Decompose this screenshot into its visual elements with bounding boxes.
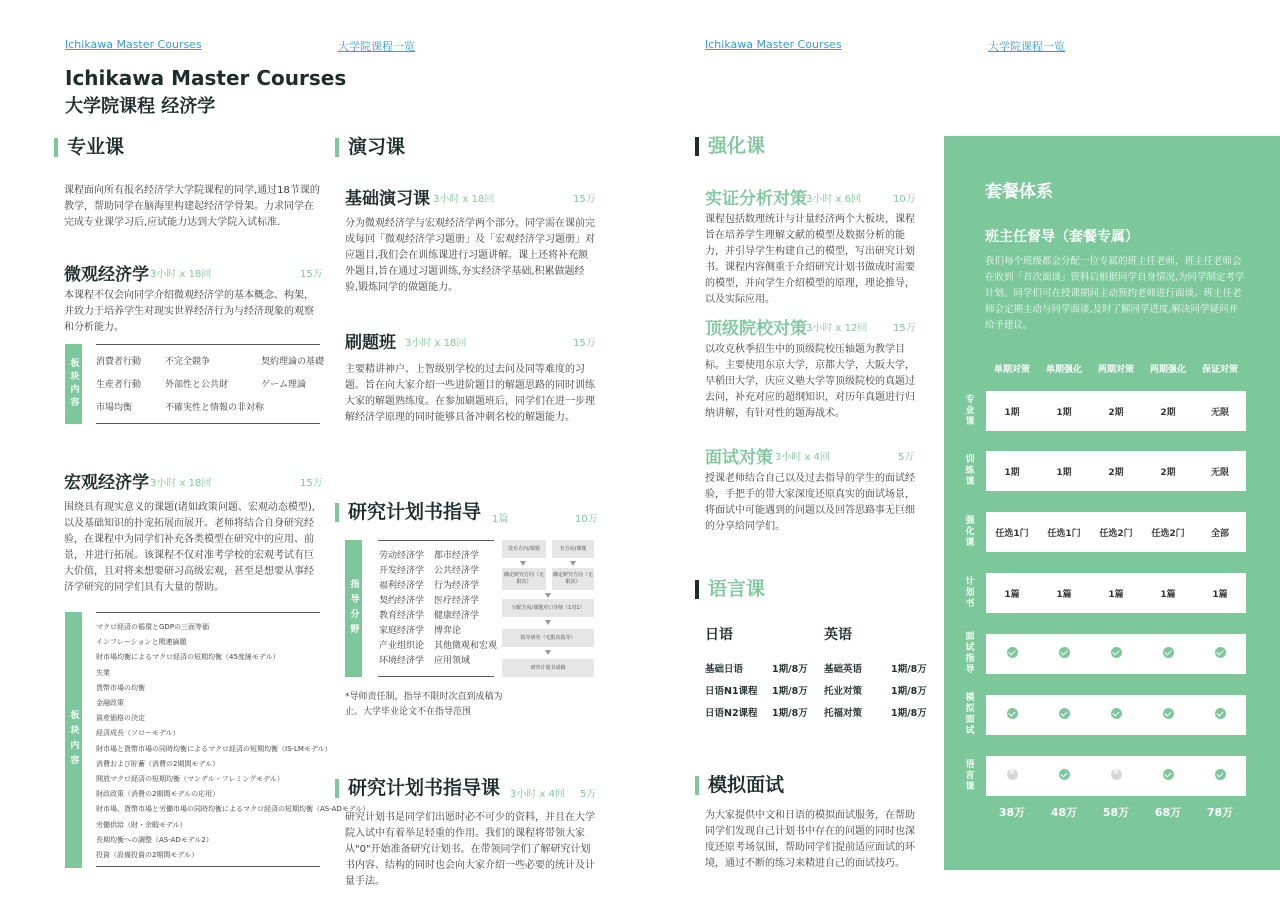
check-icon [1163, 769, 1174, 780]
package-cell: 1篇 [1056, 589, 1072, 600]
flow-guidance: 指导研究（无限次指导） [502, 629, 594, 647]
plan-fields-a [379, 549, 424, 669]
macro-item: 資産価格の決定 [96, 714, 145, 723]
package-column-header: 两期强化 [1149, 365, 1186, 375]
plan-meta: 1篇 [492, 514, 509, 525]
package-cell: 1篇 [1108, 589, 1124, 600]
drill-meta: 3小时 x 18回 [405, 338, 467, 349]
section-intensive: 强化课 [695, 137, 765, 156]
package-cell [986, 647, 1038, 661]
plan-course-price: 5万 [580, 789, 597, 800]
plan-course-title: 研究计划书指导课 [335, 779, 500, 798]
package-cell [986, 708, 1038, 722]
flow-confirm-direction-a: 确定研究方向（无限次） [502, 568, 546, 590]
plan-field: 福利经济学 [379, 581, 425, 591]
flow-has-direction: 有方向/课题 [552, 540, 594, 558]
package-cell [1090, 769, 1142, 783]
interview-desc: 授课老师结合自己以及过去指导的学生的面试经验，手把手的带大家深度还原真实的面试场景，将面试中可能遇到的问题以及回答思路事无巨细的分享给同学们。 [705, 473, 915, 532]
micro-item: 市場均衡 [96, 403, 133, 413]
micro-item: 不完全競争 [165, 357, 211, 367]
package-row-header: 模拟面试 [965, 693, 975, 736]
header-link-courses-right[interactable]: Ichikawa Master Courses [705, 38, 842, 51]
page-title-en: Ichikawa Master Courses [65, 66, 347, 90]
macro-item: 金融政策 [96, 699, 124, 708]
plan-field: 开发经济学 [379, 566, 425, 576]
drill-title: 刷题班 [345, 333, 396, 353]
plan-field: 环境经济学 [379, 656, 425, 666]
package-row-header: 面试指导 [965, 632, 975, 675]
language-course-name: 日语N2课程 [705, 708, 758, 719]
header-link-overview-right[interactable]: 大学院课程一览 [988, 40, 1065, 53]
package-cell [986, 769, 1038, 783]
package-cell [1038, 708, 1090, 722]
package-cell: 任选2门 [1151, 528, 1185, 539]
package-column-header: 保证对策 [1201, 365, 1238, 375]
section-major: 专业课 [54, 138, 124, 157]
macro-item: 開放マクロ経済の短期均衡（マンデル・フレミングモデル） [96, 775, 284, 784]
check-icon [1111, 647, 1122, 658]
macro-price: 15万 [300, 478, 323, 489]
plan-title: 研究计划书指导 [335, 503, 481, 522]
language-course-row [705, 679, 808, 701]
package-cell [1194, 769, 1246, 783]
package-cell: 任选1门 [995, 528, 1029, 539]
language-course-price: 1期/8万 [891, 664, 927, 675]
package-cell: 1期 [1004, 407, 1020, 418]
plan-note: *导师责任制，指导不限时次直到成稿为止。大学毕业论文不在指导范围 [345, 692, 503, 717]
macro-item: 消費および貯蓄（消費の2期間モデル） [96, 759, 220, 768]
package-price: 48万 [1050, 806, 1078, 819]
macro-item: 失業 [96, 668, 110, 677]
check-icon [1007, 708, 1018, 719]
section-language: 语言课 [695, 580, 765, 599]
plan-field: 产业组织论 [379, 641, 425, 651]
drill-desc: 主要精讲神户、上智级别学校的过去问及同等难度的习题。旨在向大家介绍一些进阶题目的解题思路的同时训练大家的解题熟练度。在参加刷题班后，同学们在进一步理解经济学原理的同时能够具备冲刺名校的解题能力。 [345, 364, 595, 423]
package-row-header: 训练课 [965, 454, 975, 487]
micro-item: 不確実性と情報の非対称 [165, 403, 265, 413]
basic-practice-title: 基础演习课 [345, 189, 430, 209]
basic-practice-desc: 分为微观经济学与宏观经济学两个部分。同学需在课前完成每回「微观经济学习题册」及「宏观经济学习题册」对应题目,我们会在训练课进行习题讲解。课上还将补充额外题目,旨在通过习题训练,夯实经济学基础,积累做题经验,锻炼同学的做题能力。 [345, 218, 595, 293]
micro-item: 生産者行動 [96, 380, 142, 390]
package-row [986, 695, 1246, 735]
interview-meta: 3小时 x 4回 [775, 452, 830, 463]
plan-price: 10万 [575, 514, 598, 525]
package-cell [1194, 708, 1246, 722]
package-cell: 1篇 [1004, 589, 1020, 600]
micro-price: 15万 [300, 269, 323, 280]
plan-course-meta: 3小时 x 4回 [510, 789, 565, 800]
plan-bar: 指导分野 [345, 540, 362, 677]
package-cell: 无限 [1210, 467, 1229, 478]
package-price: 38万 [998, 806, 1026, 819]
package-cell: 2期 [1160, 467, 1176, 478]
package-cell: 无限 [1210, 407, 1229, 418]
interview-title: 面试对策 [705, 448, 773, 468]
micro-item: 消費者行動 [96, 357, 142, 367]
micro-item: ゲーム理論 [261, 380, 307, 390]
package-cell: 1期 [1004, 467, 1020, 478]
check-icon [1163, 708, 1174, 719]
major-intro: 课程面向所有报名经济学大学院课程的同学,通过18节课的教学，帮助同学在脑海里构建起经济学骨架。力求同学在完成专业课学习后,应试能力达到大学院入试标准. [64, 185, 320, 228]
language-course-row [705, 701, 808, 723]
english-course-list [824, 657, 927, 723]
check-icon [1059, 708, 1070, 719]
macro-item: 財政政策（消費の2期間モデルの応用） [96, 790, 220, 799]
macro-item: 長期均衡への調整（AS-ADモデル2） [96, 835, 213, 844]
language-course-row [824, 679, 927, 701]
section-mock-interview: 模拟面试 [695, 776, 784, 795]
plan-field: 医疗经济学 [434, 596, 480, 606]
language-course-price: 1期/8万 [772, 686, 808, 697]
package-desc: 我们每个班级都会分配一位专属的班主任老师，班主任老师会在收到「首次面谈」资料后根据同学自身情况,为同学制定考学计划。同学们可在授课期间主动预约老师进行面谈。班主任老师会定期主动与同学面谈,及时了解同学进度,解决同学疑问并给予建议。 [985, 256, 1245, 331]
package-cell: 2期 [1108, 407, 1124, 418]
plan-course-desc: 研究计划书是同学们出愿时必不可少的资料，并且在大学院入试中有着举足轻重的作用。我们的课程将带领大家从"0"开始准备研究计划书。在带领同学们了解研究计划书内容、结构的同时也会向大家介绍一些必要的统计及计量手法。 [345, 812, 595, 887]
flow-final: 研究计划书成稿 [502, 659, 594, 677]
plan-field: 公共经济学 [434, 566, 480, 576]
micro-meta: 3小时 x 18回 [150, 269, 212, 280]
check-icon [1215, 769, 1226, 780]
package-cell [1142, 708, 1194, 722]
basic-practice-meta: 3小时 x 18回 [433, 194, 495, 205]
page-title-cn: 大学院课程 经济学 [65, 96, 216, 117]
macro-item: 財市場均衡によるマクロ経済の短期均衡（45度線モデル） [96, 653, 280, 662]
check-icon [1059, 769, 1070, 780]
empirical-meta: 3小时 x 6回 [806, 194, 861, 205]
macro-item: 財市場と貨幣市場の同時均衡によるマクロ経済の短期均衡（IS-LMモデル） [96, 744, 332, 753]
plan-fields-b [434, 549, 497, 669]
top-school-title: 顶级院校对策 [705, 319, 807, 339]
package-cell: 全部 [1210, 528, 1229, 539]
plan-field: 家庭经济学 [379, 626, 425, 636]
macro-item: 経済成長（ソローモデル） [96, 729, 180, 738]
package-row-header: 语言课 [965, 759, 975, 792]
package-row [986, 634, 1246, 674]
micro-bar: 板块内容 [65, 344, 82, 424]
interview-price: 5万 [898, 452, 915, 463]
package-cell: 任选2门 [1099, 528, 1133, 539]
macro-item: 投資（設備投資の2期間モデル） [96, 851, 199, 860]
macro-item: 財市場、貨幣市場と労働市場の同時均衡によるマクロ経済の短期均衡（AS-ADモデル） [96, 805, 370, 814]
macro-meta: 3小时 x 18回 [150, 478, 212, 489]
package-cell: 1期 [1056, 407, 1072, 418]
macro-item: インフレーションと関連論題 [96, 638, 187, 647]
package-cell [1194, 647, 1246, 661]
macro-item-list [96, 620, 370, 863]
package-column-header: 单期强化 [1045, 365, 1082, 375]
mock-interview-desc: 为大家提供中文和日语的模拟面试服务，在帮助同学们发现自己计划书中存在的问题的同时也深度还原考场氛围，帮助同学们提前适应面试的环境，通过不断的练习来精进自己的面试技巧。 [705, 810, 915, 869]
check-icon [1059, 647, 1070, 658]
package-price: 78万 [1206, 806, 1234, 819]
package-prices [986, 804, 1246, 820]
package-cell: 2期 [1160, 407, 1176, 418]
micro-desc: 本课程不仅会向同学介绍微观经济学的基本概念、构架，并致力于培养学生对现实世界经济行为与经济现象的观察和分析能力。 [64, 290, 314, 333]
package-cell: 1期 [1056, 467, 1072, 478]
plan-field: 健康经济学 [434, 611, 480, 621]
package-row [986, 512, 1246, 552]
language-course-name: 基础英语 [824, 664, 863, 675]
cross-icon [1007, 769, 1018, 780]
check-icon [1163, 647, 1174, 658]
plan-field: 教育经济学 [379, 611, 425, 621]
flow-confirm-direction-b: 确定研究方向（无限次） [552, 568, 594, 590]
cross-icon [1111, 769, 1122, 780]
language-course-name: 托福对策 [824, 708, 863, 719]
japanese-title: 日语 [705, 627, 733, 643]
header-link-overview[interactable]: 大学院课程一览 [338, 40, 415, 53]
plan-field: 行为经济学 [434, 581, 480, 591]
language-course-row [824, 657, 927, 679]
package-row-header: 计划书 [965, 576, 975, 609]
japanese-course-list [705, 657, 808, 723]
plan-field: 契约经济学 [379, 596, 425, 606]
language-course-price: 1期/8万 [772, 708, 808, 719]
language-course-name: 托业对策 [824, 686, 863, 697]
package-cell: 2期 [1108, 467, 1124, 478]
check-icon [1215, 647, 1226, 658]
plan-field: 都市经济学 [434, 551, 480, 561]
header-link-courses[interactable]: Ichikawa Master Courses [65, 38, 202, 51]
package-column-header: 单期对策 [993, 365, 1030, 375]
micro-item: 外部性と公共財 [165, 380, 229, 390]
language-course-name: 日语N1课程 [705, 686, 758, 697]
package-cell: 1篇 [1160, 589, 1176, 600]
empirical-price: 10万 [893, 194, 916, 205]
micro-title: 微观经济学 [64, 265, 149, 285]
empirical-title: 实证分析对策 [705, 189, 807, 209]
plan-field: 博弈论 [434, 626, 462, 636]
package-row [986, 756, 1246, 796]
plan-field: 劳动经济学 [379, 551, 425, 561]
package-cell: 任选1门 [1047, 528, 1081, 539]
package-cell [1038, 769, 1090, 783]
flow-assign-mentor: 分配方向/课题对口导师（1对1） [502, 599, 594, 617]
package-row-header: 专业课 [965, 394, 975, 427]
basic-practice-price: 15万 [573, 194, 596, 205]
language-course-price: 1期/8万 [772, 664, 808, 675]
section-practice: 演习课 [335, 138, 405, 157]
package-cell [1038, 647, 1090, 661]
micro-item: 契約理論の基礎 [261, 357, 325, 367]
english-title: 英语 [824, 627, 852, 643]
macro-item: 労働供給（財・余暇モデル） [96, 820, 187, 829]
macro-title: 宏观经济学 [64, 473, 149, 493]
macro-item: マクロ経済の循環とGDPの三面等価 [96, 623, 210, 631]
macro-item: 貨幣市場の均衡 [96, 683, 145, 692]
package-cell [1090, 647, 1142, 661]
language-course-price: 1期/8万 [891, 708, 927, 719]
check-icon [1215, 708, 1226, 719]
top-school-meta: 3小时 x 12回 [806, 323, 868, 334]
macro-desc: 围绕具有现实意义的课题(诸如政策问题、宏观动态模型),以及基础知识的扑宠拓展而展开。老师将结合自身研究经验，在课程中为同学们补充各类模型在研究中的应用、前景，并进行拓展。该课程不仅对准考学校的宏观考试有巨大价值，且对将来想要研习高级宏观，甚至是想要从事经济学研究的同学们具有大量的帮助。 [64, 502, 315, 593]
plan-field: 其他微观和宏观 [434, 641, 498, 651]
package-price: 58万 [1102, 806, 1130, 819]
package-row [986, 451, 1246, 491]
top-school-price: 15万 [893, 323, 916, 334]
package-cell [1142, 769, 1194, 783]
package-heading: 套餐体系 [985, 182, 1053, 202]
check-icon [1111, 708, 1122, 719]
language-course-name: 基础日语 [705, 664, 744, 675]
package-subheading: 班主任督导（套餐专属） [985, 229, 1139, 245]
drill-price: 15万 [573, 338, 596, 349]
language-course-row [705, 657, 808, 679]
package-column-headers [986, 362, 1246, 375]
flow-no-direction: 没有方向/课题 [502, 540, 546, 558]
package-column-header: 两期对策 [1097, 365, 1134, 375]
macro-bar: 板块内容 [65, 612, 82, 868]
language-course-price: 1期/8万 [891, 686, 927, 697]
package-cell [1090, 708, 1142, 722]
check-icon [1007, 647, 1018, 658]
empirical-desc: 课程包括数理统计与计量经济两个大板块，课程旨在培养学生理解文献的模型及数据分析的能力，并引导学生构建自己的模型，写出研究计划书。课程内容侧重于介绍研究计划书做成时需要的模型，并向学生介绍模型的原理，理论推导，以及实际应用。 [705, 214, 915, 305]
language-course-row [824, 701, 927, 723]
package-row [986, 573, 1246, 613]
package-cell [1142, 647, 1194, 661]
package-row-header: 强化课 [965, 515, 975, 548]
package-row [986, 391, 1246, 431]
top-school-desc: 以攻克秋季招生中的顶级院校压轴题为教学目标。主要使用东京大学，京都大学，大阪大学，早稻田大学，庆应义塾大学等顶级院校的真题过去问，补充对应的超纲知识，对历年真题进行归纳讲解，有针对性的题海战术。 [705, 344, 915, 419]
package-cell: 1篇 [1212, 589, 1228, 600]
package-price: 68万 [1154, 806, 1182, 819]
plan-field: 应用领域 [434, 656, 471, 666]
